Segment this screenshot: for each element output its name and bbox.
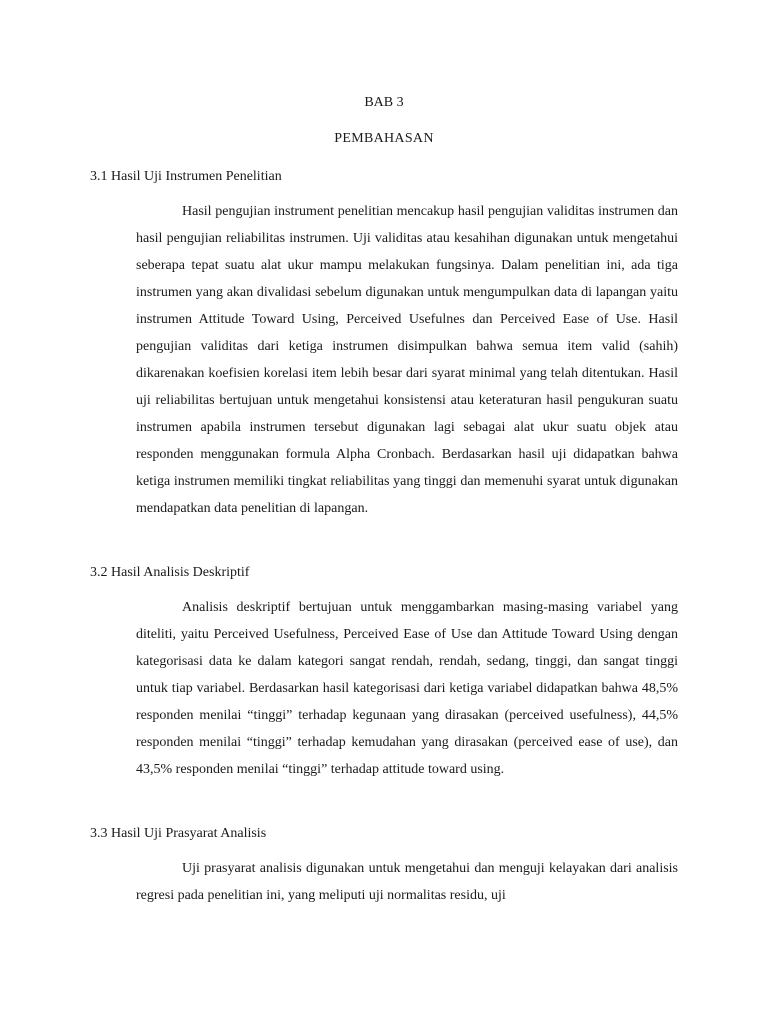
chapter-number: BAB 3 (364, 95, 404, 110)
chapter-title: PEMBAHASAN (334, 131, 434, 146)
section-heading-3-3: 3.3 Hasil Uji Prasyarat Analisis (90, 826, 267, 841)
section-paragraph-3-3: Uji prasyarat analisis digunakan untuk mengetahui dan menguji kelayakan dari analisis regresi pada penelitian ini, yang meliputi uji normalitas residu, uji (136, 861, 678, 903)
section-paragraph-3-2: Analisis deskriptif bertujuan untuk menggambarkan masing-masing variabel yang diteliti, yaitu Perceived Usefulness, Perceived Ease of Use dan Attitude Toward Using dengan kategorisasi data ke dalam kategori sangat rendah, rendah, sedang, tinggi, dan sangat tinggi untuk tiap variabel. Berdasarkan hasil kategorisasi dari ketiga variabel didapatkan bahwa 48,5% responden menilai “tinggi” terhadap kegunaan yang dirasakan (perceived usefulness), 44,5% responden menilai “tinggi” terhadap kemudahan yang dirasakan (perceived ease of use), dan 43,5% responden menilai “tinggi” terhadap attitude toward using. (136, 600, 678, 777)
section-paragraph-3-1: Hasil pengujian instrument penelitian mencakup hasil pengujian validitas instrumen dan hasil pengujian reliabilitas instrumen. Uji validitas atau kesahihan digunakan untuk mengetahui seberapa tepat suatu alat ukur mampu melakukan fungsinya. Dalam penelitian ini, ada tiga instrumen yang akan divalidasi sebelum digunakan untuk mengumpulkan data di lapangan yaitu instrumen Attitude Toward Using, Perceived Usefulnes dan Perceived Ease of Use. Hasil pengujian validitas dari ketiga instrumen disimpulkan bahwa semua item valid (sahih) dikarenakan koefisien korelasi item lebih besar dari syarat minimal yang telah ditentukan. Hasil uji reliabilitas bertujuan untuk mengetahui konsistensi atau keteraturan hasil pengukuran suatu instrumen apabila instrumen tersebut digunakan lagi sebagai alat ukur suatu objek atau responden menggunakan formula Alpha Cronbach. Berdasarkan hasil uji didapatkan bahwa ketiga instrumen memiliki tingkat reliabilitas yang tinggi dan memenuhi syarat untuk digunakan mendapatkan data penelitian di lapangan. (136, 204, 678, 516)
section-heading-3-2: 3.2 Hasil Analisis Deskriptif (90, 565, 250, 580)
section-heading-3-1: 3.1 Hasil Uji Instrumen Penelitian (90, 169, 282, 184)
